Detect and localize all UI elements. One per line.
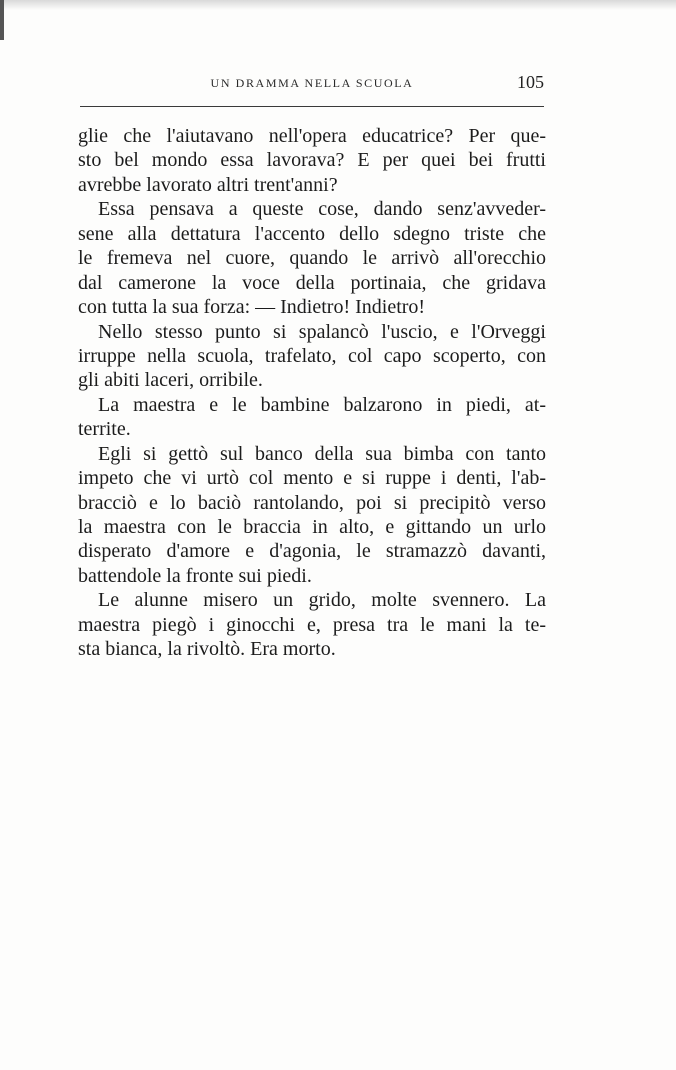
text-line: glie che l'aiutavano nell'opera educatrice? Per que-: [78, 125, 546, 147]
text-line: bracciò e lo baciò rantolando, poi si precipitò verso: [78, 491, 546, 514]
text-line: battendole la fronte sui piedi.: [78, 564, 312, 587]
text-line: disperato d'amore e d'agonia, le stramazzò davanti,: [78, 540, 546, 563]
running-head: [78, 70, 546, 100]
page-number: 105: [517, 72, 544, 92]
page-left-edge: [0, 0, 4, 40]
paragraph-first-line: Le alunne misero un grido, molte svennero. La: [98, 589, 546, 612]
header-rule: [80, 106, 544, 107]
page-top-edge: [0, 0, 676, 10]
text-line: gli abiti laceri, orribile.: [78, 369, 263, 392]
paragraph-first-line: Essa pensava a queste cose, dando senz'avveder-: [98, 198, 546, 221]
text-line: con tutta la sua forza: — Indietro! Indietro!: [78, 296, 426, 319]
text-line: sto bel mondo essa lavorava? E per quei bei frutti: [78, 149, 546, 172]
text-line: avrebbe lavorato altri trent'anni?: [78, 173, 338, 196]
text-line: dal camerone la voce della portinaia, che gridava: [78, 271, 546, 294]
text-line: sta bianca, la rivoltò. Era morto.: [78, 638, 336, 661]
paragraph-first-line: Nello stesso punto si spalancò l'uscio, e l'Orveggi: [98, 320, 546, 343]
body-text: [78, 124, 546, 662]
text-line: territe.: [78, 418, 131, 441]
text-line: maestra piegò i ginocchi e, presa tra le mani la te-: [78, 613, 546, 636]
paragraph-first-line: Egli si gettò sul banco della sua bimba con tanto: [98, 442, 546, 465]
paragraph-first-line: La maestra e le bambine balzarono in piedi, at-: [98, 393, 546, 416]
running-title: UN DRAMMA NELLA SCUOLA: [210, 76, 414, 90]
text-line: irruppe nella scuola, trafelato, col capo scoperto, con: [78, 344, 546, 367]
text-line: la maestra con le braccia in alto, e gittando un urlo: [78, 516, 546, 538]
text-line: le fremeva nel cuore, quando le arrivò all'orecchio: [78, 247, 546, 270]
text-line: sene alla dettatura l'accento dello sdegno triste che: [78, 222, 546, 245]
text-line: impeto che vi urtò col mento e si ruppe i denti, l'ab-: [78, 467, 546, 490]
